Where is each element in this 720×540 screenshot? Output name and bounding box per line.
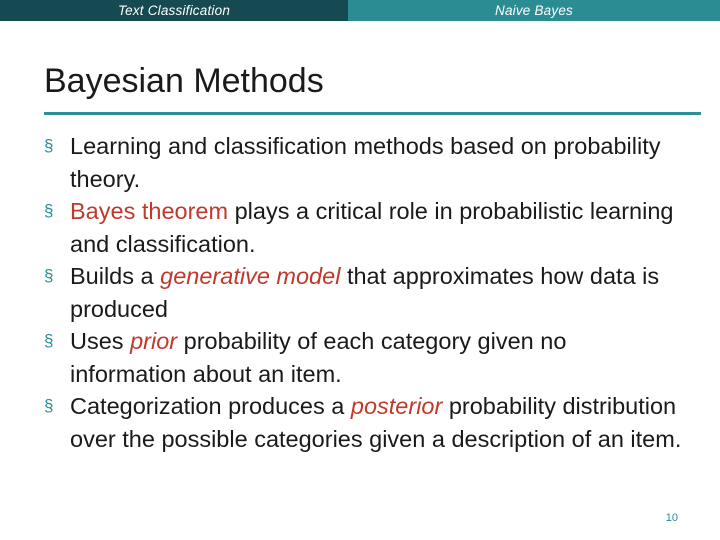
bullet-marker-icon: § bbox=[44, 331, 54, 350]
bullet-text: that approximates how data is produced bbox=[70, 263, 660, 322]
header-bar bbox=[0, 0, 720, 21]
page-number: 10 bbox=[665, 512, 678, 524]
bullet-item bbox=[44, 325, 684, 390]
bullet-text: Categorization produces a bbox=[70, 393, 351, 419]
bullet-marker-icon: § bbox=[44, 266, 54, 285]
bullet-item bbox=[44, 390, 684, 455]
bullet-emphasis: Bayes theorem bbox=[70, 198, 229, 224]
bullet-text: probability of each category given no information about an item. bbox=[70, 328, 567, 387]
bullet-text: probability distribution over the possible categories given a description of an item. bbox=[70, 393, 682, 452]
bullet-item bbox=[44, 260, 684, 325]
bullet-emphasis: posterior bbox=[350, 393, 443, 419]
bullet-marker-icon: § bbox=[44, 201, 54, 220]
bullet-text: Builds a bbox=[70, 263, 161, 289]
bullet-text: Learning and classification methods based on probability theory. bbox=[70, 133, 661, 192]
title-divider bbox=[44, 112, 701, 115]
bullet-list bbox=[44, 130, 684, 455]
bullet-marker-icon: § bbox=[44, 396, 54, 415]
header-section-right: Naive Bayes bbox=[348, 0, 720, 21]
bullet-emphasis: prior bbox=[130, 328, 178, 354]
bullet-emphasis: generative model bbox=[160, 263, 341, 289]
slide-title: Bayesian Methods bbox=[44, 62, 324, 100]
bullet-item bbox=[44, 130, 684, 195]
bullet-text: Uses bbox=[70, 328, 131, 354]
bullet-text: plays a critical role in probabilistic learning and classification. bbox=[70, 198, 674, 257]
header-section-left: Text Classification bbox=[0, 0, 348, 21]
bullet-marker-icon: § bbox=[44, 136, 54, 155]
bullet-item bbox=[44, 195, 684, 260]
